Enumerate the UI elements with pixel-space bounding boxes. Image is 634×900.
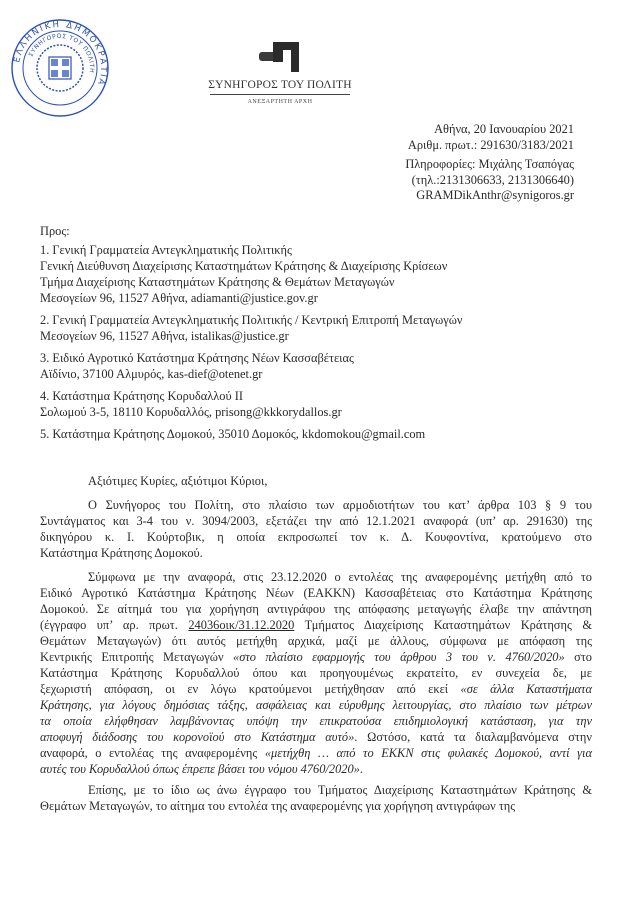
text-line bbox=[40, 545, 592, 561]
text-line bbox=[40, 633, 592, 649]
recipient-line: 3. Ειδικό Αγροτικό Κατάστημα Κράτησης Νέων Κασσαβέτειας bbox=[40, 351, 354, 365]
text-segment: Ειδικό Αγροτικό Κατάστημα Κράτησης Νέων (ΕΑΚΚΝ) Κασσαβέτειας στο Κατάστημα Κράτησης bbox=[40, 586, 592, 600]
ombudsman-logo bbox=[196, 40, 364, 116]
quoted-text: τα οποία ελήφθησαν λαμβάνοντας υπόψη την επικρατούσα επιδημιολογική κατάσταση, για την bbox=[40, 714, 592, 728]
recipient-5 bbox=[40, 426, 463, 442]
text-segment: . bbox=[359, 762, 363, 776]
text-line bbox=[40, 782, 592, 798]
svg-text:ΕΛΛΗΝΙΚΗ ΔΗΜΟΚΡΑΤΙΑ: ΕΛΛΗΝΙΚΗ ΔΗΜΟΚΡΑΤΙΑ bbox=[12, 19, 109, 88]
text-line bbox=[40, 569, 592, 585]
recipient-line: Τμήμα Διαχείρισης Καταστημάτων Κράτησης & Θεμάτων Μεταγωγών bbox=[40, 275, 395, 289]
text-line bbox=[40, 697, 592, 713]
recipient-line: Σολωμού 3-5, 18110 Κορυδαλλός, prisong@kkkorydallos.gr bbox=[40, 405, 342, 419]
text-line bbox=[40, 729, 592, 745]
text-segment: Κατάστημα Κράτησης Κορυδαλλού όπου και προηγουμένως εκρατείτο, εν συνεχεία δε, με bbox=[40, 666, 592, 680]
quoted-text: «σε άλλα Καταστήματα bbox=[460, 682, 592, 696]
text-line bbox=[40, 513, 592, 529]
recipient-line: Μεσογείων 96, 11527 Αθήνα, istalikas@justice.gr bbox=[40, 329, 289, 343]
text-line bbox=[40, 798, 592, 814]
text-segment: Θεμάτων Μεταγωγών, το αίτημα του εντολέα της αναφερομένης για χορήγηση αντιγράφων της bbox=[40, 799, 516, 813]
protocol-number: Αριθμ. πρωτ.: 291630/3183/2021 bbox=[407, 137, 574, 152]
text-line bbox=[40, 649, 592, 665]
text-segment: (έγγραφο υπ’ αρ. πρωτ. bbox=[40, 618, 189, 632]
text-line bbox=[40, 601, 592, 617]
paragraph-3 bbox=[40, 782, 592, 814]
text-line bbox=[40, 745, 592, 761]
text-line bbox=[40, 585, 592, 601]
recipient-line: 2. Γενική Γραμματεία Αντεγκληματικής Πολιτικής / Κεντρική Επιτροπή Μεταγωγών bbox=[40, 313, 463, 327]
quoted-text: «στο πλαίσιο εφαρμογής του άρθρου 3 του ν. 4760/2020» bbox=[233, 650, 565, 664]
text-segment: Τμήματος Διαχείρισης Καταστημάτων Κράτησης & bbox=[294, 618, 593, 632]
text-line bbox=[40, 681, 592, 697]
recipient-2 bbox=[40, 312, 463, 344]
logo-title: ΣΥΝΗΓΟΡΟΣ ΤΟΥ ΠΟΛΙΤΗ bbox=[208, 79, 352, 91]
text-line bbox=[40, 529, 592, 545]
recipient-line: 1. Γενική Γραμματεία Αντεγκληματικής Πολιτικής bbox=[40, 243, 292, 257]
logo-subtitle: ΑΝΕΞΑΡΤΗΤΗ ΑΡΧΗ bbox=[247, 99, 313, 105]
recipient-line: 5. Κατάστημα Κράτησης Δομοκού, 35010 Δομοκός, kkdomokou@gmail.com bbox=[40, 427, 426, 441]
recipient-line: 4. Κατάστημα Κράτησης Κορυδαλλού ΙΙ bbox=[40, 389, 243, 403]
text-line bbox=[40, 617, 592, 633]
text-segment: Κεντρικής Επιτροπής Μεταγωγών bbox=[40, 650, 234, 664]
text-segment: Κατάστημα Κράτησης Δομοκού. bbox=[40, 546, 203, 560]
text-line bbox=[40, 761, 592, 777]
state-seal bbox=[10, 18, 110, 118]
logo-divider bbox=[210, 94, 350, 95]
contact-person: Πληροφορίες: Μιχάλης Τσαπόγας bbox=[405, 157, 574, 171]
recipient-3 bbox=[40, 350, 463, 382]
header-info bbox=[405, 122, 574, 204]
text-segment: Επίσης, με το ίδιο ως άνω έγγραφο του Τμήματος Διαχείρισης Καταστημάτων Κράτησης & bbox=[88, 783, 592, 797]
recipient-list bbox=[40, 242, 463, 448]
recipient-line: Γενική Διεύθυνση Διαχείρισης Καταστημάτων Κράτησης & Διαχείρισης Κρίσεων bbox=[40, 259, 448, 273]
recipient-line: Μεσογείων 96, 11527 Αθήνα, adiamanti@justice.gov.gr bbox=[40, 291, 318, 305]
text-segment: Σύμφωνα με την αναφορά, στις 23.12.2020 ο εντολέας της αναφερομένης μετήχθη από το bbox=[88, 570, 592, 584]
quoted-text: «μετήχθη … από το ΕΚΚΝ στις φυλακές Δομοκού, αντί για bbox=[264, 746, 592, 760]
quoted-text: Κράτησης, για λόγους δημόσιας τάξης, ασφάλειας και εύρυθμης λειτουργίας, στο πλαίσιο των μέτρων bbox=[40, 698, 592, 712]
text-segment: Δομοκού. Σε αίτημά του για χορήγηση αντιγράφου της απόφασης μεταγωγής έλαβε την απάντηση bbox=[40, 602, 592, 616]
text-line bbox=[40, 665, 592, 681]
text-segment: Θεμάτων Μεταγωγών) ότι αυτός μετήχθη αρχικά, μαζί με άλλους, σύμφωνα με απόφαση της bbox=[40, 634, 592, 648]
text-segment: στο bbox=[564, 650, 592, 664]
letter-date: Αθήνα, 20 Ιανουαρίου 2021 bbox=[434, 122, 574, 136]
reference-number: 24036οικ/31.12.2020 bbox=[188, 618, 295, 632]
recipient-line: Αϊδίνιο, 37100 Αλμυρός, kas-dief@otenet.gr bbox=[40, 367, 263, 381]
contact-phone: (τηλ.:2131306633, 2131306640) bbox=[411, 172, 574, 187]
text-segment: Συντάγματος και 3-4 του ν. 3094/2003, εξετάζει την από 12.1.2021 αναφορά (υπ’ αρ. 291630) της bbox=[40, 514, 592, 528]
logo-mark-icon bbox=[259, 40, 301, 74]
text-segment: Ο Συνήγορος του Πολίτη, στο πλαίσιο των αρμοδιοτήτων του κατ’ άρθρα 103 § 9 του bbox=[88, 498, 592, 512]
paragraph-2 bbox=[40, 569, 592, 777]
to-label: Προς: bbox=[40, 224, 70, 238]
text-line bbox=[40, 713, 592, 729]
recipient-4 bbox=[40, 388, 463, 420]
text-segment: αναφορά, ο εντολέας της αναφερομένης bbox=[40, 746, 265, 760]
greeting: Αξιότιμες Κυρίες, αξιότιμοι Κύριοι, bbox=[88, 474, 268, 488]
contact-email: GRAMDikAnthr@synigoros.gr bbox=[416, 188, 574, 202]
text-segment: δικηγόρου κ. Ι. Κούρτοβικ, η οποία εκπροσωπεί τον κ. Δ. Κουφοντίνα, κρατούμενο στο bbox=[40, 530, 592, 544]
svg-text:ΣΥΝΗΓΟΡΟΣ ΤΟΥ ΠΟΛΙΤΗ: ΣΥΝΗΓΟΡΟΣ ΤΟΥ ΠΟΛΙΤΗ bbox=[27, 32, 96, 74]
text-line bbox=[40, 497, 592, 513]
quoted-text: αποφυγή διάδοσης του κορονοϊού στο Κατάστημα αυτό» bbox=[40, 730, 355, 744]
text-segment: ξεχωριστή απόφαση, οι εν λόγω κρατούμενοι μετήχθησαν από εκεί bbox=[40, 682, 461, 696]
paragraph-1 bbox=[40, 497, 592, 561]
quoted-text: αυτές του Κορυδαλλού όπως έπρεπε βάσει του νόμου 4760/2020» bbox=[40, 762, 360, 776]
text-segment: . Ωστόσο, κατά τα διαλαμβανόμενα στην bbox=[354, 730, 592, 744]
recipient-1 bbox=[40, 242, 463, 306]
